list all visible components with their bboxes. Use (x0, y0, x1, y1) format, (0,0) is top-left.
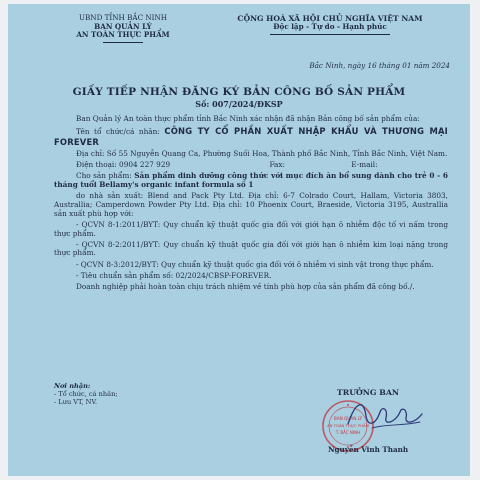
standard-item: - QCVN 8-3:2012/BYT: Quy chuẩn kỹ thuật quốc gia đối với ô nhiễm vi sinh vật trong thực phẩm. (76, 259, 434, 269)
organization-label: Tên tổ chức/cá nhân: (76, 127, 160, 137)
phone-field: Điện thoại: 0904 227 929 (76, 160, 171, 170)
issuing-agency (48, 14, 198, 43)
responsibility-paragraph: Doanh nghiệp phải hoàn toàn chịu trách nhiệm về tính phù hợp của sản phẩm đã công bố./. (76, 281, 415, 291)
email-field: E-mail: (351, 160, 378, 170)
signature-block (298, 388, 438, 454)
document-header (8, 14, 470, 60)
recipient-line: - Lưu VT, NV. (54, 397, 98, 406)
document-title: GIẤY TIẾP NHẬN ĐĂNG KÝ BẢN CÔNG BỐ SẢN PHẨM (72, 86, 406, 98)
stamp-line: AN TOÀN THỰC PHẨM (327, 423, 369, 428)
motto-underline (270, 34, 390, 35)
address-paragraph: Địa chỉ: Số 55 Nguyễn Quang Ca, Phường Suối Hoa, Thành phố Bắc Ninh, Tỉnh Bắc Ninh, Việt Nam. (76, 149, 448, 159)
agency-underline (103, 42, 143, 43)
document-body (54, 115, 448, 294)
country-name: CỘNG HOÀ XÃ HỘI CHỦ NGHĨA VIỆT NAM (237, 14, 423, 23)
fax-field: Fax: (269, 160, 285, 170)
intro-paragraph: Ban Quản lý An toàn thực phẩm tỉnh Bắc Ninh xác nhận đã nhận Bản công bố sản phẩm của: (76, 114, 420, 123)
agency-line-1: UBND TỈNH BẮC NINH (78, 13, 168, 22)
stamp-line: BAN QUẢN LÝ (333, 416, 363, 421)
contact-row (54, 161, 448, 170)
handwritten-signature (342, 394, 426, 434)
organization-paragraph (54, 126, 448, 148)
manufacturer-paragraph: do nhà sản xuất: Blend and Pack Pty Ltd. Địa chỉ: 6-7 Colrado Court, Hallam, Victoria 3803, Australlia; Camperdown Powder Pty Ltd. Địa chỉ: 10 Phoenix Court, Braeside, Victoria 3195, Australlia sản xuất phù hợp với: (54, 191, 448, 218)
recipient-line: - Tổ chức, cá nhân; (54, 389, 118, 398)
place-date: Bắc Ninh, ngày 16 tháng 01 năm 2024 (309, 61, 450, 70)
organization-name: CÔNG TY CỔ PHẦN XUẤT NHẬP KHẨU VÀ THƯƠNG MẠI FOREVER (54, 126, 448, 147)
signer-role: TRƯỞNG BAN (336, 388, 400, 397)
product-label: Cho sản phẩm: (76, 171, 132, 181)
product-name: Sản phẩm dinh dưỡng công thức với mục đích ăn bổ sung dành cho trẻ 0 - 6 tháng tuổi Bellamy's organic infant formula số 1 (54, 171, 448, 190)
recipients-block (54, 383, 118, 407)
standard-item: - QCVN 8-1:2011/BYT: Quy chuẩn kỹ thuật quốc gia đối với giới hạn ô nhiễm độc tố vi nấm trong thực phẩm. (54, 219, 448, 238)
product-paragraph (54, 172, 448, 190)
recipients-heading: Nơi nhận: (54, 382, 91, 390)
product-standard: - Tiêu chuẩn sản phẩm số: 02/2024/CBSP-FOREVER. (76, 270, 272, 280)
stamp-line: T. BẮC NINH (335, 430, 361, 435)
signer-name: Nguyễn Vinh Thanh (327, 445, 409, 454)
agency-line-3: AN TOÀN THỰC PHẨM (76, 30, 170, 40)
national-motto (198, 14, 462, 35)
agency-line-2: BAN QUẢN LÝ (94, 21, 152, 31)
document-page (8, 4, 470, 476)
motto: Độc lập - Tự do - Hạnh phúc (273, 22, 387, 32)
standard-item: - QCVN 8-2:2011/BYT: Quy chuẩn kỹ thuật quốc gia đối với giới hạn ô nhiễm kim loại nặng trong thực phẩm. (54, 239, 448, 258)
document-number: Số: 007/2024/ĐKSP (195, 99, 283, 109)
